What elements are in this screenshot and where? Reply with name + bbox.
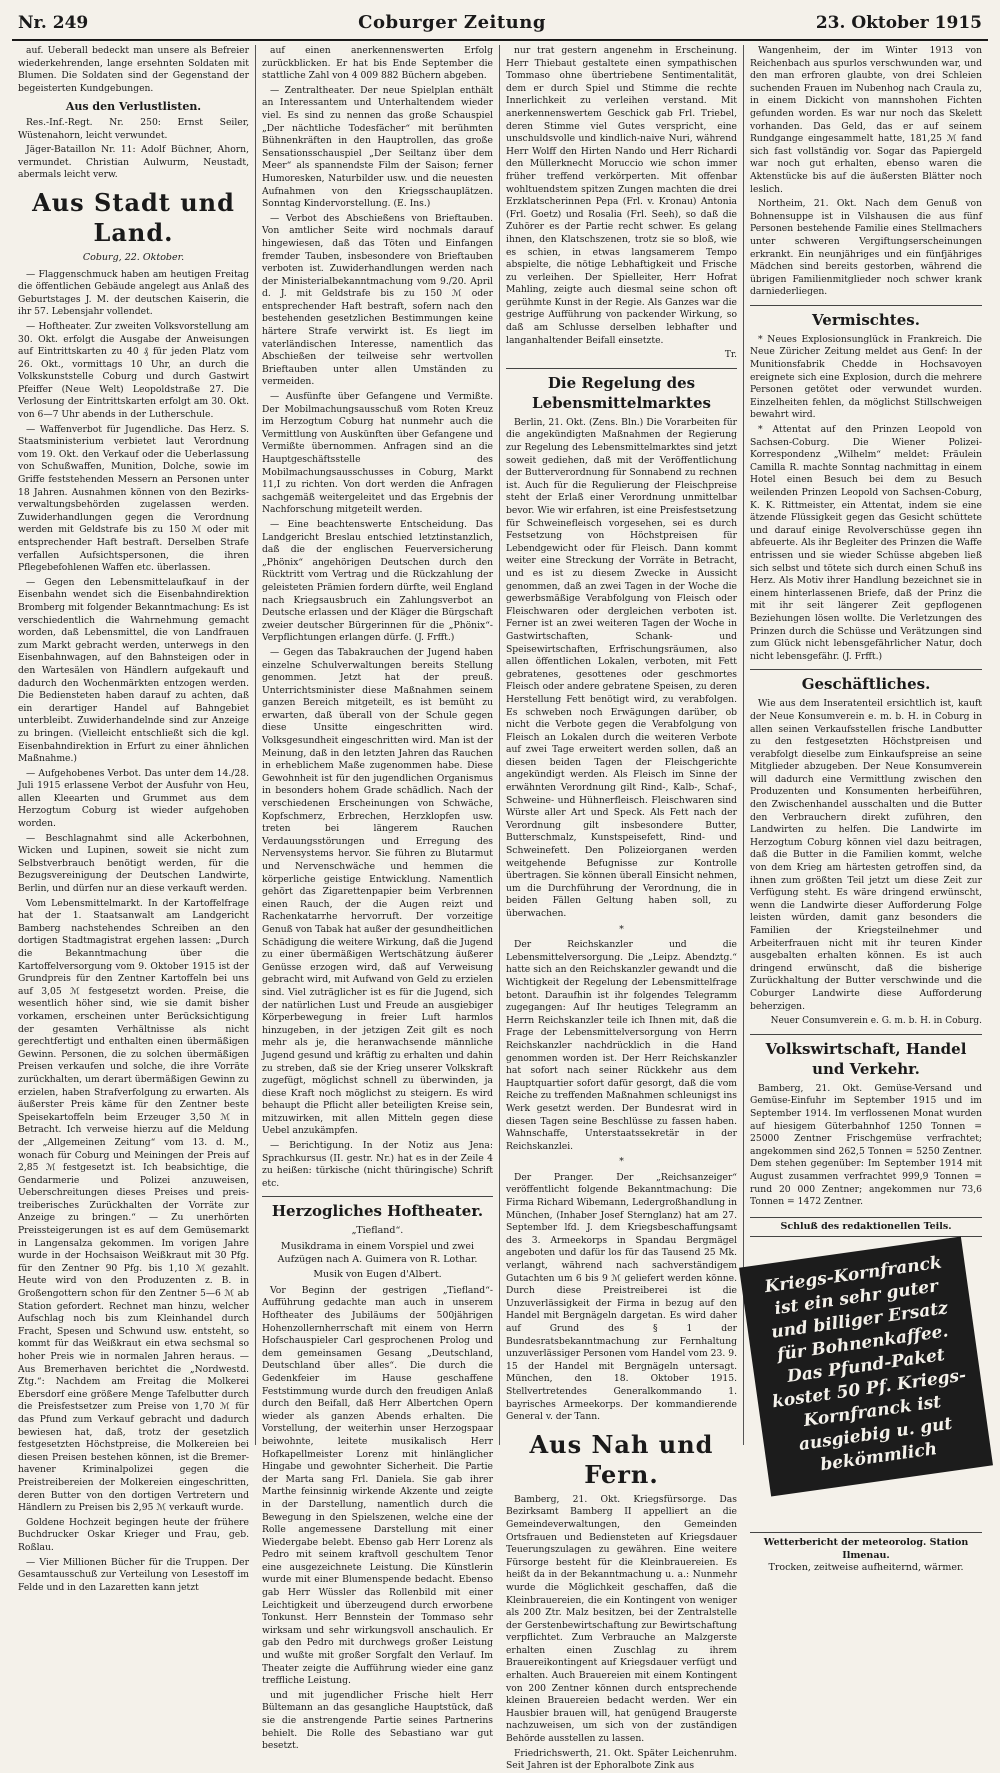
article-text: Vor Beginn der gestrigen „Tiefland“-Aufführung gedachte man auch in unserem Hoftheater des Jubiläums der 500jährigen Hohenzollernherrschaft mit einem von Herrn Hofschauspieler Carl gesprochenen Prolog und dem gemeinsamen Gesang „Deutschland, Deutschland über alles“. Die durch die Gedenkfeier im Hause geschaffene Feststimmung wurde durch den freudigen Anlaß durch den Beifall, daß Herr Albertchen Opern wieder als ganzen Abends erhalten. Die Vorstellung, der weiterhin unser Herzogspaar beiwohnte, leitete musikalisch Herr Hofkapellmeister Lorenz mit hinlänglicher Hingabe und gewohnter Sicherheit. Die Partie der Marta sang Frl. Daniela. Sie gab ihrer Marthe feinsinnig wirkende Akzente und zeigte in der Darstellung, namentlich durch die Bewegung in den Spielszenen, welche eine der Rolle angemessene Darstellung mit einer Wiedergabe belebt. Ebenso gab Herr Lorenz als Pedro mit seinem kraftvoll geschultem Tenor eine ausgezeichnete Leistung. Die Künstlerin wurde mit einer Blumenspende bedacht. Ebenso gab Herr Wüssler das Rollenbild mit einer Leichtigkeit und überzeugend durch erworbene Tonkunst. Herr Bennstein der Tommaso sehr wirksam und sehr wirkungsvoll anschaulich. Er gab den Pedro mit durchwegs großer Leistung und wußte mit großer Sorgfalt den Verlauf. Im Theater zeigte die Aufführung wieder eine ganz treffliche Leistung. [262, 1284, 493, 1687]
advertisement-kornfranck: Kriegs-Kornfranck ist ein sehr guter und billiger Ersatz für Bohnenkaffee. Das Pfund-Paket kostet 50 Pf. Kriegs-Kornfranck ist ausgiebig u. gut bekömmlich [739, 1237, 993, 1497]
column-3 [500, 45, 744, 1772]
article-text: Der Pranger. Der „Reichsanzeiger“ veröffentlicht folgende Bekanntmachung: Die Firma Richard Wibemann, Ledergroßhandlung in München, (Inhaber Josef Sternglanz) hat am 27. September lfd. J. dem Kriegsbeschaffungsamt des 3. Armeekorps in Spandau Bergmägel angeboten und dafür los für das Tausend 25 Mk. verlangt, während nach sachverständigem Gutachten um 6 bis 9 ℳ geliefert werden könne. Durch diese Preistreiberei ist die Unzuverlässigkeit der Firma in bezug auf den Handel mit Bergnägeln dargetan. Es wird daher auf Grund des § 1 der Bundesratsbekanntmachung zur Fernhaltung unzuverlässiger Personen vom Handel vom 23. 9. 15 der Handel mit Bergnägeln untersagt. München, den 18. Oktober 1915. Stellvertretendes Generalkommando 1. bayrisches Armeekorps. Der kommandierende General v. der Tann. [506, 1171, 737, 1423]
section-heading-volkswirtschaft: Volkswirtschaft, Handel und Verkehr. [750, 1034, 982, 1079]
article-text: nur trat gestern angenehm in Erscheinung. Herr Thiebaut gestaltete einen sympathischen Tommaso ohne übertriebene Sentimentalität, dem er durch Spiel und Stimme die rechte Innerlichkeit zu verleihen verstand. Mit anerkennenswertem Geschick gab Frl. Triebel, deren Stimme viel Gutes verspricht, eine unschuldsvolle und kindlich-naive Nuri, während Herr Wolff den Hirten Nando und Herr Richardi den Müllerknecht Moruccio wie schon immer früher treffend verkörperten. Mit offenbar wohltuendstem spitzen Zungen machten die drei Erzklatscherinnen Pepa (Frl. v. Kronau) Antonia (Frl. Goetz) und Rosalia (Frl. Seeh), so daß die Zuhörer es der Partie recht schwer. Es gelang ihnen, den Klatschszenen, trotz sie so bloß, wie es schien, in etwas langsamerem Tempo abspielte, die nötige Lebhaftigkeit und Frische zu verleihen. Der Spielleiter, Herr Hofrat Mahling, zeigte auch diesmal seine schon oft gerühmte Kunst in der Regie. Als Ganzes war die gestrige Aufführung von packender Wirkung, so daß am Schlusse derselben lebhafter und langanhaltender Beifall einsetzte. [506, 45, 737, 346]
article-text: Berlin, 21. Okt. (Zens. Bln.) Die Vorarbeiten für die angekündigten Maßnahmen der Regierung zur Regelung des Lebensmittelmarktes sind jetzt soweit gediehen, daß mit der Veröffentlichung der Butterverordnung für Sonnabend zu rechnen ist. Auch für die Regulierung der Fleischpreise steht der Erlaß einer Verordnung unmittelbar bevor. Wie wir erfahren, ist eine Preisfestsetzung für Schweinefleisch vorgesehen, sei es durch Festsetzung von Höchstpreisen für Lebendgewicht oder für Fleisch. Dann kommt weiter eine Streckung der Vorräte in Betracht, und es ist zu diesem Zwecke in Aussicht genommen, daß an zwei Tagen in der Woche die gewerbsmäßige Verabfolgung von Fleisch oder Fleischwaren oder dergleichen verboten ist. Ferner ist an zwei weiteren Tagen der Woche in Gastwirtschaften, Schank- und Speisewirtschaften, Erfrischungsräumen, also allen öffentlichen Lokalen, verboten, mit Fett gebratenes, gesottenes oder geschmortes Fleisch oder andere gebratene Speisen, zu deren Herstellung Fett benötigt wird, zu verabfolgen. Es schweben noch Erwägungen darüber, ob nicht die Verbote gegen die Verabfolgung von Fleisch an Lokalen durch die weiteren Verbote auf zwei Tage erweitert werden sollen, daß an diesen beiden Tagen der Fleischgerichte angekündigt werden. Als Fleisch im Sinne der erwähnten Verordnung gilt Rind-, Kalb-, Schaf-, Schweine- und Hühnerfleisch. Fleischwaren sind Würste aller Art und Speck. Als Fett nach der Verordnung gilt insbesondere Butter, Butterschmalz, Kunstspeisefett, Rind- und Schweinefett. Den Polizeiorganen werden weitgehende Befugnisse zur Kontrolle übertragen. Sie können überall Einsicht nehmen, um die Durchführung der Verordnung, die in beiden Fällen Geltung haben soll, zu überwachen. [506, 416, 737, 919]
article-text: auf einen anerkennenswerten Erfolg zurückblicken. Er hat bis Ende September die stattliche Zahl von 4 009 882 Büchern abgeben. [262, 45, 493, 82]
article-text: — Aufgehobenes Verbot. Das unter dem 14./28. Juli 1915 erlassene Verbot der Ausfuhr von Heu, allen Kleearten und Grummet aus dem Herzogtum Coburg ist wieder aufgehoben worden. [18, 767, 249, 830]
issue-number: Nr. 249 [18, 13, 89, 33]
play-subtitle: Musikdrama in einem Vorspiel und zwei Aufzügen nach A. Guimera von R. Lothar. [277, 1241, 478, 1265]
columns [12, 45, 988, 1772]
section-heading-lebensmittelmarkt: Die Regelung des Lebensmittelmarktes [506, 368, 737, 413]
weather-title: Wetterbericht der meteorolog. Station Ilmenau. [763, 1537, 969, 1561]
weather-report [750, 1532, 982, 1575]
article-text: Goldene Hochzeit begingen heute der frühere Buchdrucker Oskar Krieger und Frau, geb. Roßlau. [18, 1516, 249, 1553]
article-text: — Verbot des Abschießens von Brieftauben. Von amtlicher Seite wird nochmals darauf hingewiesen, daß das Töten und Einfangen fremder Tauben, insbesondere von Brieftauben verboten ist. Zuwiderhandlungen werden nach der Ministerialbekanntmachung vom 9./20. April d. J. mit Geldstrafe bis zu 150 ℳ oder entsprechender Haft bestraft, sofern nach den bestehenden gesetzlichen Bestimmungen keine härtere Strafe verwirkt ist. Es liegt im vaterländischen Interesse, namentlich das Abschießen der teilweise sehr wertvollen Brieftauben unter allen Umständen zu vermeiden. [262, 212, 493, 388]
play-title: „Tiefland“. [351, 1225, 404, 1237]
author-signature: Tr. [724, 350, 737, 361]
article-text: — Waffenverbot für Jugendliche. Das Herz. S. Staatsministerium verbietet laut Verordnung vom 19. Okt. den Verkauf oder die Ueberlassung von Schußwaffen, Munition, Dolche, sowie im Griffe feststehenden Messern an Personen unter 18 Jahren. Ausnahmen können von den Bezirksverwaltungsbehörden zugelassen werden. Zuwiderhandlungen gegen die Verordnung werden mit Geldstrafe bis zu 150 ℳ oder mit entsprechender Haft bestraft. Derselben Strafe verfallen Aufsichtspersonen, die ihren Pflegebefohlenen Waffen etc. überlassen. [18, 423, 249, 574]
article-text: Northeim, 21. Okt. Nach dem Genuß von Bohnensuppe ist in Vilshausen die aus fünf Personen bestehende Familie eines Stellmachers unter schweren Vergiftungserscheinungen erkrankt. Ein neunjähriges und ein fünfjähriges Mädchen sind bereits gestorben, während die übrigen Familienmitglieder noch schwer krank darniederliegen. [750, 198, 982, 298]
article-text: Bamberg, 21. Okt. Kriegsfürsorge. Das Bezirksamt Bamberg II appelliert an die Gemeindeverwaltungen, den Gemeinden Ortsfrauen und Bediensteten auf Kriegsdauer Teuerungszulagen zu gewähren. Eine weitere Fürsorge besteht für die Kleinbrauereien. Es heißt da in der Bekanntmachung u. a.: Nunmehr wurde die Möglichkeit geschaffen, daß die Kleinbrauereien, die ein Kontingent von weniger als 200 Ztr. Malz besitzen, bei der Zentralstelle der Gerstenbewirtschaftung zur Bewirtschaftung verpflichtet. Zum Verbrauche an Malzgerste erhalten einen Zuschlag zu ihrem Brauereikontingent auf Kriegsdauer verfügt und erhalten. Auch Brauereien mit einem Kontingent von 200 Zentner können durch entsprechende kleinen Brauereien bedacht werden. Wer ein Hausbier brauen will, hat genügend Braugerste nachzuweisen, um sich von der zuständigen Behörde ausstellen zu lassen. [506, 1493, 737, 1745]
separator-star: * [619, 923, 624, 935]
article-text: und mit jugendlicher Frische hielt Herr Bültemann an das gesangliche Hauptstück, daß sie die anstrengende Partie seines Partnerins behielt. Die Rolle des Sebastiano war gut besetzt. [262, 1689, 493, 1752]
article-text: — Beschlagnahmt sind alle Ackerbohnen, Wicken und Lupinen, soweit sie nicht zum Selbstverbrauch benötigt werden, für die Bezugsvereinigung der Deutschen Landwirte, Berlin, und dürfen nur an diese verkauft werden. [18, 832, 249, 895]
article-text: * Neues Explosionsunglück in Frankreich. Die Neue Züricher Zeitung meldet aus Genf: In der Munitionsfabrik Chedde in Hochsavoyen ereignete sich eine Explosion, durch die mehrere Personen getötet oder verwundet wurden. Einzelheiten fehlen, da möglichst Stillschweigen bewahrt wird. [750, 333, 982, 421]
article-text: Bamberg, 21. Okt. Gemüse-Versand und Gemüse-Einfuhr im September 1915 und im September 1914. Im verflossenen Monat wurden auf hiesigem Güterbahnhof 1250 Tonnen = 25000 Zentner Frischgemüse verfrachtet; angekommen sind 262,5 Tonnen = 5250 Zentner. Dem stehen gegenüber: Im September 1914 mit August zusammen verfrachtet 999,9 Tonnen = rund 20 000 Zentner; angekommen nur 73,6 Tonnen = 1472 Zentner. [750, 1082, 982, 1208]
article-text: — Vier Millionen Bücher für die Truppen. Der Gesamtausschuß zur Verteilung von Lesestoff im Felde und in den Lazaretten kann jetzt [18, 1556, 249, 1593]
section-heading-geschaeftliches: Geschäftliches. [750, 669, 982, 694]
newspaper-title: Coburger Zeitung [358, 12, 546, 33]
article-text: — Eine beachtenswerte Entscheidung. Das Landgericht Breslau entschied letztinstanzlich, daß die der englischen Feuerversicherung „Phönix“ angehörigen Deutschen durch den Rücktritt vom Vertrag und die Rückzahlung der geleisteten Prämien fordern dürfte, weil England nach Kriegsausbruch ein Zahlungsverbot an Deutsche erlassen und der Kläger die Bürgschaft zweier deutscher Bürgerinnen für die „Phönix“-Verpflichtungen erlangen dürfe. (J. Frfft.) [262, 518, 493, 644]
article-text: Friedrichswerth, 21. Okt. Später Leichenruhm. Seit Jahren ist der Ephoralbote Zink aus [506, 1747, 737, 1772]
article-text: Jäger-Bataillon Nr. 11: Adolf Büchner, Ahorn, vermundet. Christian Aulwurm, Neustadt, abermals leicht verw. [18, 144, 249, 181]
article-text: — Ausfünfte über Gefangene und Vermißte. Der Mobilmachungsausschuß vom Roten Kreuz im Herzogtum Coburg hat nunmehr auch die Vermittlung von Auskünften über Gefangene und Vermißte übernommen. Anfragen sind an die Hauptgeschäftsstelle des Mobilmachungsausschusses in Coburg, Markt 11,I zu richten. Von dort werden die Anfragen sachgemäß weitergeleitet und das Ergebnis der Nachforschung mitgeteilt werden. [262, 391, 493, 516]
dateline: Coburg, 22. Oktober. [82, 251, 185, 263]
column-2 [256, 45, 500, 1752]
article-text: — Gegen das Tabakrauchen der Jugend haben einzelne Schulverwaltungen bereits Stellung genommen. Jetzt hat der preuß. Unterrichtsminister diese Maßnahmen seinem ganzen Bereich mitgeteilt, es ist bemüht zu erwarten, daß überall von der Schule gegen diese Unsitte eingeschritten wird. Volksgesundheit eingeschritten wird. Man ist der Meinung, daß in den letzten Jahren das Rauchen in erheblichem Maße zugenommen habe. Diese Gewohnheit ist für den jugendlichen Organismus in besonders hohem Grade schädlich. Nach der verschiedenen Erscheinungen von Schwäche, Kopfschmerz, Erbrechen, Herzklopfen usw. treten bei längerem Rauchen Verdauungsstörungen und Erregung des Nervensystems hervor. Sie führen zu Blutarmut und Nervenschwäche und hemmen die körperliche geistige Entwicklung. Namentlich gehört das Zigarettenpapier beim Verbrennen einen Rauch, der die Augen reizt und Rachenkatarrhe hervorruft. Der vorzeitige Genuß von Tabak hat außer der gesundheitlichen Schädigung die weitere Wirkung, daß die Jugend zu einer übermäßigen Wertschätzung äußerer Genüsse erzogen wird, daß auf Verweisung gebracht wird, mit Aufwand von Geld zu erzielen sind. Viel zuträglicher ist es für die Jugend, sich der natürlichen Lust und Freude an ausgiebiger Körperbewegung in freier Luft harmlos hinzugeben, in der jetzigen Zeit gilt es noch mehr als je, die heranwachsende männliche Jugend gesund und kräftig zu erhalten und dahin zu streben, daß sie der Krieg unserer Volkskraft zugefügt, möglichst schnell zu überwinden, ja diese Kraft noch möglichst zu steigern. Es wird behaupt die Pflicht aller beteiligten Kreise sein, mitzuwirken, mit allen Mitteln gegen diese Uebel anzukämpfen. [262, 646, 493, 1137]
section-heading-vermischtes: Vermischtes. [750, 305, 982, 330]
article-text: — Hoftheater. Zur zweiten Volksvorstellung am 30. Okt. erfolgt die Ausgabe der Anweisungen auf Eintrittskarten zu 40 ₰ für jeden Platz vom 26. Okt., vormittags 10 Uhr, an durch die Volkskunststelle Coburg und durch Gastwirt Pfeiffer (Neue Welt) Leopoldstraße 27. Die Verlosung der Eintrittskarten erfolgt am 30. Okt. von 6—7 Uhr abends in der Lutherschule. [18, 320, 249, 421]
section-heading-hoftheater: Herzogliches Hoftheater. [262, 1196, 493, 1221]
article-text: Wie aus dem Inseratenteil ersichtlich ist, kauft der Neue Konsumverein e. m. b. H. in Coburg in allen seinen Verkaufsstellen frische Landbutter zu den festgesetzten Höchstpreisen und verabfolgt dieselbe zum Einkaufspreise an seine Mitglieder abzugeben. Der Neue Konsumverein will dadurch eine Vermittlung zwischen den Produzenten und Konsumenten herbeiführen, den Zwischenhandel ausschalten und die Butter den Verbrauchern direkt zuführen, den Landwirten zu helfen. Die Landwirte im Herzogtum Coburg können viel dazu beitragen, daß die Butter in die Familien kommt, welche von dem Krieg am härtesten getroffen sind, da ihnen zum größten Teil jetzt um diese Zeit zur Verfügung steht. Es wäre dringend erwünscht, wenn die Landwirte dieser Aufforderung Folge leisten würden, damit ganz besonders die Familien der Kriegsteilnehmer und Arbeiterfrauen nicht mit ihr teuren Kinder ausgebalten erhalten können. Es ist auch dringend erwünscht, daß die bisherige Zurückhaltung der Butter verschwinde und die Coburger Landwirte diese Aufforderung beherzigen. [750, 698, 982, 1012]
article-text: auf. Ueberall bedeckt man unsere als Befreier wiederkehrenden, lange ersehnten Soldaten mit Blumen. Die Soldaten sind der Gegenstand der begeisterten Kundgebungen. [18, 45, 249, 94]
separator-star: * [619, 1156, 624, 1168]
play-composer: Musik von Eugen d'Albert. [313, 1269, 442, 1281]
column-4 [744, 45, 988, 1574]
author-signature: Neuer Consumverein e. G. m. b. H. in Coburg. [770, 1016, 982, 1027]
article-text: — Flaggenschmuck haben am heutigen Freitag die öffentlichen Gebäude angelegt aus Anlaß des Geburtstages J. M. der deutschen Kaiserin, die ihr 57. Lebensjahr vollendet. [18, 268, 249, 318]
section-heading-stadt-und-land: Aus Stadt und Land. [32, 187, 235, 247]
column-1 [12, 45, 256, 1593]
article-text: Der Reichskanzler und die Lebensmittelversorgung. Die „Leipz. Abendztg.“ hatte sich an den Reichskanzler gewandt und die Wichtigkeit der Regelung der Lebensmittelfrage betont. Daraufhin ist ihr folgendes Telegramm zugegangen: Auf Ihr heutiges Telegramm an Herrn Reichskanzler teile ich Ihnen mit, daß die Frage der Lebensmittelversorgung von Herrn Reichskanzler nachdrücklich in die Hand genommen worden ist. Der Herr Reichskanzler hat sofort nach seiner Rückkehr aus dem Hauptquartier sofort dafür gesorgt, daß die vom Reiche zu treffenden Maßnahmen schleunigst ins Werk gesetzt werden. Der Bundesrat wird in diesen Tagen seine Beschlüsse zu fassen haben. Wahnschaffe, Unterstaatssekretär in der Reichskanzlei. [506, 939, 737, 1152]
article-text: — Zentraltheater. Der neue Spielplan enthält an Interessantem und Unterhaltendem wieder viel. Es sind zu nennen das große Schauspiel „Der nächtliche Todesfächer“ mit berühmten Bühnenkräften in den Hauptrollen, das große Sensationsschauspiel „Der Seiltanz über dem Meer“ als spannendste Film der Saison; ferner Humoresken, Naturbilder usw. und die neuesten Aufnahmen von den Kriegsschauplätzen. Sonntag Kindervorstellung. (E. Ins.) [262, 84, 493, 210]
section-heading-nah-und-fern: Aus Nah und Fern. [529, 1429, 714, 1489]
article-text: Wangenheim, der im Winter 1913 von Reichenbach aus spurlos verschwunden war, und den man erfroren glaubte, von drei Schleien suchenden Frauen im Nubenhog nach Craula zu, in einem Dickicht von mannshohen Fichten gefunden worden. Es war nur noch das Skelett vorhanden. Das Geld, das er auf seinem Rundgange eingesammelt hatte, 181,25 ℳ fand sich fast vollständig vor. Sogar das Papiergeld war noch gut erhalten, ebenso waren die Aktenstücke bis auf die äußersten Blätter noch leslich. [750, 45, 982, 195]
article-text: * Attentat auf den Prinzen Leopold von Sachsen-Coburg. Die Wiener Polizei-Korrespondenz „Wilhelm“ meldet: Fräulein Camilla R. machte Sonntag nachmittag in einem Hotel einen Besuch bei dem zu Besuch weilenden Prinzen Leopold von Sachsen-Coburg, K. K. Rittmeister, ein Attentat, indem sie eine ätzende Flüssigkeit gegen das Gesicht schüttete und darauf einige Revolverschüsse gegen ihn abfeuerte. Als ihr Begleiter des Prinzen die Waffe entrissen und sie wieder Schüsse abgeben ließ sich selbst und tötete sich durch einen Schuß ins Herz. Als Motiv ihrer Handlung bezeichnet sie in einem hinterlassenen Briefe, daß der Prinz die mit ihr seit längerer Zeit gepflogenen Beziehungen lösen wollte. Die Verletzungen des Prinzen durch die Schüsse und Verätzungen sind zum Glück nicht lebensgefährlicher Natur, doch nicht lebensgefähr. (J. Frfft.) [750, 424, 982, 662]
masthead [12, 10, 988, 41]
issue-date: 23. Oktober 1915 [815, 13, 982, 33]
weather-forecast: Trocken, zeitweise aufheiternd, wärmer. [768, 1562, 964, 1574]
article-text: — Berichtigung. In der Notiz aus Jena: Sprachkursus (II. gestr. Nr.) hat es in der Zeile 4 zu heißen: türkische (nicht thüringische) Schrift etc. [262, 1140, 493, 1189]
editorial-end-marker: Schluß des redaktionellen Teils. [750, 1217, 982, 1238]
section-heading-verlustlisten: Aus den Verlustlisten. [65, 100, 202, 114]
article-text: — Gegen den Lebensmittelaufkauf in der Eisenbahn wendet sich die Eisenbahndirektion Bromberg mit folgender Bekanntmachung: Es ist verschiedentlich die Wahrnehmung gemacht worden, daß Lebensmittel, die von Landfrauen zum Markt gebracht werden, unterwegs in den Eisenbahnwagen, auf den Bahnsteigen oder in den Wartesälen von Händlern aufgekauft und dadurch den Wochenmärkten entzogen werden. Die Bediensteten haben darauf zu achten, daß ein derartiger Handel auf Bahngebiet unterbleibt. Zuwiderhandelnde sind zur Anzeige zu bringen. (Vielleicht entschließt sich die kgl. Eisenbahndirektion in Erfurt zu einer ähnlichen Maßnahme.) [18, 576, 249, 765]
article-text: Vom Lebensmittelmarkt. In der Kartoffelfrage hat der 1. Staatsanwalt am Landgericht Bamberg nachstehendes Schreiben an den dortigen Stadtmagistrat ergehen lassen: „Durch die Bekanntmachung über die Kartoffelversorgung vom 9. Oktober 1915 ist der Grundpreis für den Zentner Kartoffeln bei uns auf 3,05 ℳ festgesetzt worden. Preise, die wesentlich höher sind, wie sie damit bisher vorkamen, erscheinen unter Berücksichtigung der gesamten Verhältnisse als nicht gerechtfertigt und enthalten einen übermäßigen Gewinn. Personen, die zu solchen übermäßigen Preisen verkaufen und solche, die ihre Vorräte zurückhalten, um derart übermäßigen Gewinn zu erzielen, haben Strafverfolgung zu erwarten. Als äußerster Preis käme für den Zentner beste Speisekartoffeln beim Erzeuger 3,50 ℳ in Betracht. Ich verweise hierzu auf die Meldung der „Allgemeinen Zeitung“ vom 13. d. M., wonach für Coburg und Meiningen der Preis auf 2,85 ℳ festgesetzt ist. Ich beabsichtige, die Gendarmerie und Polizei anzuweisen, Ueberschreitungen dieses Preises und preistreiberisches Zurückhalten der Vorräte zur Anzeige zu bringen.“ — Zu unerhörten Preissteigerungen ist es auf dem Gemüsemarkt in Langensalza gekommen. Im vorigen Jahre wurde in der Hochsaison Weißkraut mit 30 Pfg. für den Zentner 90 Pfg. bis 1,10 ℳ gezahlt. Heute wird von den Produzenten z. B. in Großengottern schon für den Zentner 5—6 ℳ ab Station gefordert. Rechnet man hinzu, welcher Aufschlag noch bis zum Kleinhandel durch Fracht, Spesen und Schwund usw. entsteht, so kommt für das Weißkraut ein etwa sechsmal so hoher Preis wie in normalen Jahren heraus. — Aus Bremerhaven berichtet die „Nordwestd. Ztg.“: Nachdem am Freitag die Molkerei Ebersdorf eine größere Menge Tafelbutter durch die Preisfestsetzer zum Preise von 1,70 ℳ für das Pfund zum Verkauf gebracht und dadurch bewiesen hat, daß, trotz der gesetzlich festgesetzten Höchstpreise, die Molkereien bei diesen Preisen bestehen können, ist die Bremerhavener Kriminalpolizei gegen die Preistreibereien der Molkereien eingeschritten, deren Butter von den dortigen Vertretern und Händlern zu Preisen bis 2,95 ℳ verkauft wurde. [18, 897, 249, 1514]
article-text: Res.-Inf.-Regt. Nr. 250: Ernst Seiler, Wüstenahorn, leicht verwundet. [18, 116, 249, 141]
